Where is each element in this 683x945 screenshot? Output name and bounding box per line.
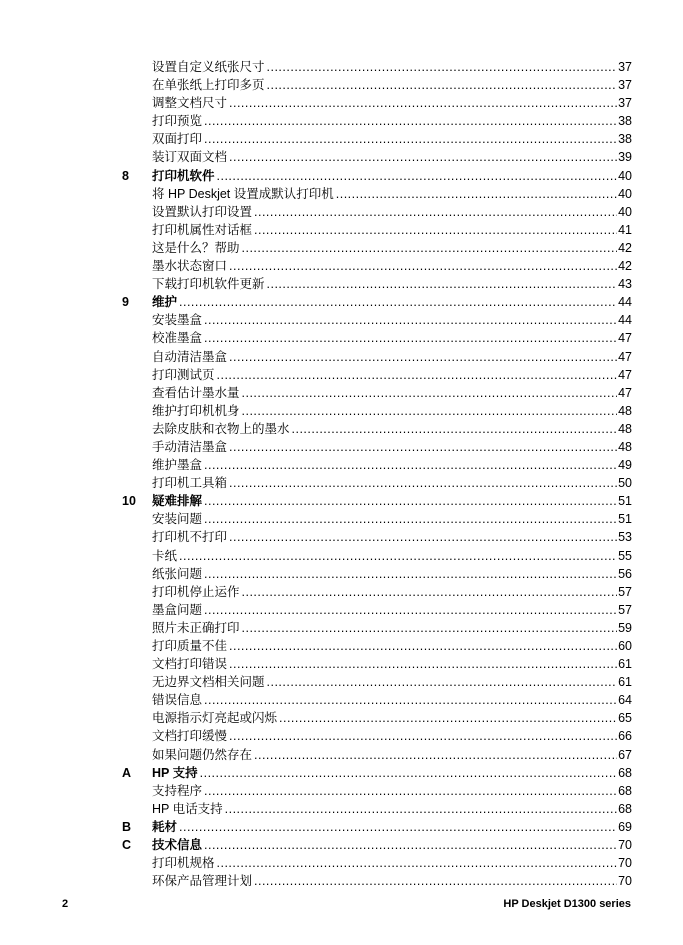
toc-entry-title: 无边界文档相关问题: [152, 675, 265, 690]
toc-page-number: 37: [618, 60, 632, 74]
toc-page-number: 44: [618, 295, 632, 310]
toc-entry[interactable]: [122, 94, 632, 112]
toc-page-number: 43: [618, 277, 632, 292]
toc-entry-title: 打印预览: [152, 114, 203, 129]
toc-entry-title: 去除皮肤和衣物上的墨水: [152, 421, 290, 436]
toc-entry-title: 支持程序: [152, 783, 203, 798]
toc-page-number: 60: [618, 639, 632, 653]
toc-page-number: 39: [618, 150, 632, 165]
toc-entry[interactable]: [122, 709, 632, 727]
dot-leader: [267, 58, 618, 76]
toc-chapter-entry[interactable]: [122, 836, 632, 854]
toc-entry-title: HP 支持: [152, 765, 198, 780]
toc-page-number: 68: [618, 765, 632, 780]
toc-page-number: 47: [618, 367, 632, 382]
toc-entry[interactable]: [122, 348, 632, 366]
toc-entry-title: 打印机停止运作: [152, 584, 240, 599]
toc-entry[interactable]: [122, 438, 632, 456]
toc-entry-title: 维护: [152, 295, 178, 310]
toc-entry[interactable]: [122, 528, 632, 546]
dot-leader: [242, 239, 618, 257]
dot-leader: [279, 709, 617, 727]
toc-page-number: 48: [618, 403, 632, 418]
page-footer: [62, 898, 631, 910]
toc-page-number: 42: [618, 240, 632, 255]
toc-page-number: 55: [618, 548, 632, 563]
toc-entry-title: 错误信息: [152, 693, 203, 708]
dot-leader: [229, 637, 617, 655]
toc-entry-title: 下载打印机软件更新: [152, 277, 265, 292]
dot-leader: [336, 185, 617, 203]
toc-entry-title: 维护打印机机身: [152, 403, 240, 418]
dot-leader: [217, 366, 618, 384]
page-number: 2: [62, 898, 69, 910]
toc-page-number: 70: [618, 856, 632, 871]
toc-page-number: 42: [618, 259, 632, 274]
dot-leader: [267, 275, 618, 293]
toc-entry[interactable]: [122, 800, 632, 818]
toc-entry-title: 自动清洁墨盒: [152, 349, 228, 364]
toc-page-number: 68: [618, 801, 632, 816]
dot-leader: [204, 601, 617, 619]
toc-page-number: 38: [618, 132, 632, 147]
dot-leader: [229, 148, 617, 166]
dot-leader: [267, 673, 618, 691]
toc-page-number: 40: [618, 186, 632, 201]
toc-page-number: 40: [618, 204, 632, 219]
toc-page-number: 66: [618, 729, 632, 744]
dot-leader: [200, 764, 617, 782]
dot-leader: [204, 311, 617, 329]
toc-chapter-number: 10: [122, 494, 136, 509]
toc-entry[interactable]: [122, 872, 632, 890]
toc-entry-title: 照片未正确打印: [152, 620, 240, 635]
toc-entry-title: 将 HP Deskjet 设置成默认打印机: [152, 186, 334, 201]
toc-entry[interactable]: [122, 420, 632, 438]
toc-page-number: 70: [618, 838, 632, 853]
toc-entry-title: 在单张纸上打印多页: [152, 78, 265, 93]
toc-entry[interactable]: [122, 456, 632, 474]
toc-entry[interactable]: [122, 565, 632, 583]
toc-entry-title: 打印机工具箱: [152, 476, 228, 491]
toc-page-number: 47: [618, 349, 632, 364]
toc-entry[interactable]: [122, 203, 632, 221]
toc-entry[interactable]: [122, 619, 632, 637]
toc-page-number: 57: [618, 584, 632, 599]
toc-entry[interactable]: [122, 366, 632, 384]
dot-leader: [225, 800, 617, 818]
dot-leader: [229, 474, 617, 492]
toc-entry[interactable]: [122, 510, 632, 528]
toc-entry-title: 如果问题仍然存在: [152, 747, 253, 762]
dot-leader: [229, 528, 617, 546]
dot-leader: [217, 854, 618, 872]
dot-leader: [229, 94, 617, 112]
toc-page-number: 69: [618, 819, 632, 834]
toc-page-number: 41: [618, 222, 632, 237]
toc-entry[interactable]: [122, 148, 632, 166]
dot-leader: [204, 329, 617, 347]
toc-page-number: 50: [618, 476, 632, 491]
dot-leader: [242, 384, 618, 402]
toc-entry[interactable]: [122, 474, 632, 492]
dot-leader: [229, 438, 617, 456]
toc-chapter-entry[interactable]: [122, 293, 632, 311]
dot-leader: [242, 402, 618, 420]
dot-leader: [229, 348, 617, 366]
toc-entry-title: 打印机软件: [152, 168, 215, 183]
toc-chapter-number: C: [122, 838, 132, 853]
toc-entry[interactable]: [122, 746, 632, 764]
toc-entry-title: 打印机规格: [152, 856, 215, 871]
toc-page-number: 48: [618, 421, 632, 436]
dot-leader: [204, 565, 617, 583]
toc-page-number: 47: [618, 385, 632, 400]
toc-entry-title: 设置自定义纸张尺寸: [152, 60, 265, 74]
toc-entry-title: 安装问题: [152, 512, 203, 527]
product-name: HP Deskjet D1300 series: [503, 898, 631, 910]
toc-entry-title: 打印测试页: [152, 367, 215, 382]
toc-entry-title: 查看估计墨水量: [152, 385, 240, 400]
toc-entry[interactable]: [122, 76, 632, 94]
toc-entry[interactable]: [122, 601, 632, 619]
toc-page-number: 37: [618, 96, 632, 111]
toc-entry[interactable]: [122, 691, 632, 709]
dot-leader: [254, 221, 617, 239]
toc-entry-title: 卡纸: [152, 548, 178, 563]
toc-chapter-number: B: [122, 819, 132, 834]
toc-entry-title: 环保产品管理计划: [152, 874, 253, 889]
toc-entry-title: 疑难排解: [152, 494, 203, 509]
dot-leader: [267, 76, 618, 94]
toc-entry-title: 维护墨盒: [152, 458, 203, 473]
dot-leader: [229, 655, 617, 673]
toc-page-number: 37: [618, 78, 632, 93]
toc-entry-title: 安装墨盒: [152, 313, 203, 328]
toc-page-number: 48: [618, 439, 632, 454]
toc-page-number: 51: [618, 512, 632, 527]
toc-entry-title: 文档打印缓慢: [152, 729, 228, 744]
toc-chapter-entry[interactable]: [122, 492, 632, 510]
toc-entry-title: 墨盒问题: [152, 602, 203, 617]
toc-entry-title: 设置默认打印设置: [152, 204, 253, 219]
toc-entry-title: 调整文档尺寸: [152, 96, 228, 111]
toc-page-number: 70: [618, 874, 632, 889]
toc-entry[interactable]: [122, 655, 632, 673]
toc-entry-title: 墨水状态窗口: [152, 259, 228, 274]
dot-leader: [204, 112, 617, 130]
toc-entry[interactable]: [122, 583, 632, 601]
dot-leader: [217, 167, 618, 185]
toc-page-number: 68: [618, 783, 632, 798]
toc-entry-title: 文档打印错误: [152, 657, 228, 672]
toc-entry[interactable]: [122, 384, 632, 402]
toc-page-number: 56: [618, 566, 632, 581]
toc-entry[interactable]: [122, 112, 632, 130]
toc-entry-title: 校准墨盒: [152, 331, 203, 346]
toc-entry[interactable]: [122, 329, 632, 347]
toc-entry-title: 打印机不打印: [152, 530, 228, 545]
toc-entry-title: 技术信息: [152, 838, 203, 853]
toc-page-number: 59: [618, 620, 632, 635]
toc-entry[interactable]: [122, 130, 632, 148]
toc-chapter-entry[interactable]: [122, 818, 632, 836]
toc-page-number: 61: [618, 657, 632, 672]
dot-leader: [229, 257, 617, 275]
dot-leader: [242, 619, 618, 637]
dot-leader: [254, 746, 617, 764]
toc-entry[interactable]: [122, 239, 632, 257]
toc-entry[interactable]: [122, 637, 632, 655]
toc-entry[interactable]: [122, 402, 632, 420]
toc-page-number: 61: [618, 675, 632, 690]
dot-leader: [204, 492, 617, 510]
toc-entry[interactable]: [122, 221, 632, 239]
dot-leader: [179, 293, 617, 311]
toc-entry[interactable]: [122, 727, 632, 745]
toc-page-number: 51: [618, 494, 632, 509]
table-of-contents: [122, 58, 632, 890]
toc-chapter-entry[interactable]: [122, 167, 632, 185]
dot-leader: [254, 203, 617, 221]
dot-leader: [204, 782, 617, 800]
toc-entry[interactable]: [122, 547, 632, 565]
dot-leader: [204, 836, 617, 854]
toc-chapter-number: A: [122, 765, 132, 780]
toc-page-number: 64: [618, 693, 632, 708]
toc-page-number: 47: [618, 331, 632, 346]
toc-page-number: 57: [618, 602, 632, 617]
toc-entry[interactable]: [122, 275, 632, 293]
toc-entry[interactable]: [122, 854, 632, 872]
dot-leader: [254, 872, 617, 890]
toc-entry[interactable]: [122, 58, 632, 76]
toc-entry-title: 双面打印: [152, 132, 203, 147]
toc-entry-title: 打印机属性对话框: [152, 222, 253, 237]
toc-page-number: 49: [618, 458, 632, 473]
toc-chapter-number: 9: [122, 295, 129, 310]
toc-entry[interactable]: [122, 782, 632, 800]
dot-leader: [204, 691, 617, 709]
toc-chapter-number: 8: [122, 168, 129, 183]
toc-entry[interactable]: [122, 185, 632, 203]
toc-page-number: 67: [618, 747, 632, 762]
toc-page-number: 44: [618, 313, 632, 328]
toc-page-number: 53: [618, 530, 632, 545]
toc-page-number: 38: [618, 114, 632, 129]
dot-leader: [229, 727, 617, 745]
toc-entry-title: 耗材: [152, 819, 178, 834]
toc-entry-title: 电源指示灯亮起或闪烁: [152, 711, 278, 726]
toc-entry[interactable]: [122, 311, 632, 329]
dot-leader: [204, 130, 617, 148]
dot-leader: [292, 420, 618, 438]
toc-chapter-entry[interactable]: [122, 764, 632, 782]
toc-entry-title: 手动清洁墨盒: [152, 439, 228, 454]
dot-leader: [242, 583, 618, 601]
dot-leader: [204, 510, 617, 528]
toc-entry-title: 纸张问题: [152, 566, 203, 581]
toc-entry[interactable]: [122, 673, 632, 691]
toc-entry-title: HP 电话支持: [152, 801, 223, 816]
toc-entry-title: 这是什么？帮助: [152, 240, 240, 255]
dot-leader: [179, 547, 617, 565]
dot-leader: [179, 818, 617, 836]
dot-leader: [204, 456, 617, 474]
toc-entry-title: 打印质量不佳: [152, 639, 228, 653]
toc-entry[interactable]: [122, 257, 632, 275]
toc-entry-title: 装订双面文档: [152, 150, 228, 165]
toc-page-number: 65: [618, 711, 632, 726]
toc-page-number: 40: [618, 168, 632, 183]
